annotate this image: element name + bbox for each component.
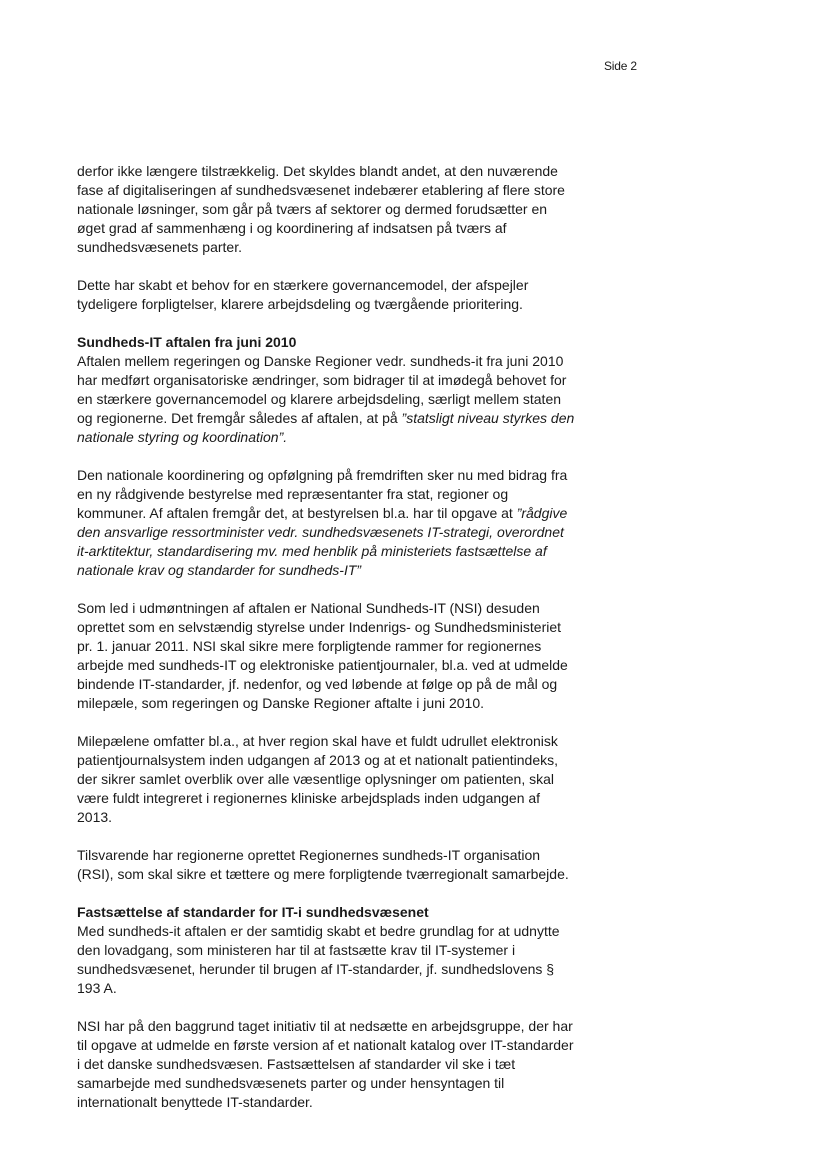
paragraph-4-quote: ”rådgive den ansvarlige ressortminister vedr. sundhedsvæsenets IT-strategi, overordnet it-arktitektur, standardisering mv. med henblik på ministeriets fastsættelse af nationale krav og standarder for sundheds-IT” <box>77 505 568 578</box>
paragraph-2: Dette har skabt et behov for en stærkere governancemodel, der afspejler tydeligere forpligtelser, klarere arbejdsdeling og tværgående prioritering. <box>77 277 529 312</box>
page-number: Side 2 <box>604 59 637 73</box>
paragraph-5: Som led i udmøntningen af aftalen er National Sundheds-IT (NSI) desuden oprettet som en selvstændig styrelse under Indenrigs- og Sundhedsministeriet pr. 1. januar 2011. NSI skal sikre mere forpligtende rammer for regionernes arbejde med sundheds-IT og elektroniske patientjournaler, bl.a. ved at udmelde bindende IT-standarder, jf. nedenfor, og ved løbende at følge op på de mål og milepæle, som regeringen og Danske Regioner aftalte i juni 2010. <box>77 600 568 711</box>
paragraph-6: Milepælene omfatter bl.a., at hver region skal have et fuldt udrullet elektronisk patientjournalsystem inden udgangen af 2013 og at et nationalt patientindeks, der sikrer samlet overblik over alle væsentlige oplysninger om patienten, skal være fuldt integreret i regionernes kliniske arbejdsplads inden udgangen af 2013. <box>77 733 559 825</box>
paragraph-9: NSI har på den baggrund taget initiativ til at nedsætte en arbejdsgruppe, der har til opgave at udmelde en første version af et nationalt katalog over IT-standarder i det danske sundhedsvæsen. Fastsættelsen af standarder vil ske i tæt samarbejde med sundhedsvæsenets parter og under hensyntagen til internationalt benyttede IT-standarder. <box>77 1018 574 1110</box>
paragraph-7: Tilsvarende har regionerne oprettet Regionernes sundheds-IT organisation (RSI), som skal sikre et tættere og mere forpligtende tværregionalt samarbejde. <box>77 847 569 882</box>
paragraph-4-text: Den nationale koordinering og opfølgning på fremdriften sker nu med bidrag fra en ny rådgivende bestyrelse med repræsentanter fra stat, regioner og kommuner. Af aftalen fremgår det, at bestyrelsen bl.a. har til opgave at <box>77 467 568 521</box>
section-heading-sundheds-it-aftalen: Sundheds-IT aftalen fra juni 2010 <box>77 334 297 350</box>
section-heading-standarder: Fastsættelse af standarder for IT-i sundhedsvæsenet <box>77 904 429 920</box>
paragraph-8: Med sundheds-it aftalen er der samtidig skabt et bedre grundlag for at udnytte den lovadgang, som ministeren har til at fastsætte krav til IT-systemer i sundhedsvæsenet, herunder til brugen af IT-standarder, jf. sundhedslovens § 193 A. <box>77 923 560 996</box>
paragraph-1: derfor ikke længere tilstrækkelig. Det skyldes blandt andet, at den nuværende fase af digitaliseringen af sundhedsvæsenet indebærer etablering af flere store nationale løsninger, som går på tværs af sektorer og dermed forudsætter en øget grad af sammenhæng i og koordinering af indsatsen på tværs af sundhedsvæsenets parter. <box>77 163 565 255</box>
paragraph-3-text: Aftalen mellem regeringen og Danske Regioner vedr. sundheds-it fra juni 2010 har medført organisatoriske ændringer, som bidrager til at imødegå behovet for en stærkere governancemodel og klarere arbejdsdeling, særligt mellem staten og regionerne. Det fremgår således af aftalen, at på <box>77 353 567 426</box>
section-standards <box>77 903 577 998</box>
document-body <box>77 162 577 1131</box>
section-governance <box>77 333 577 447</box>
paragraph-4 <box>77 466 577 580</box>
paragraph-3-quote: ”statsligt niveau styrkes den nationale styring og koordination”. <box>77 410 575 445</box>
